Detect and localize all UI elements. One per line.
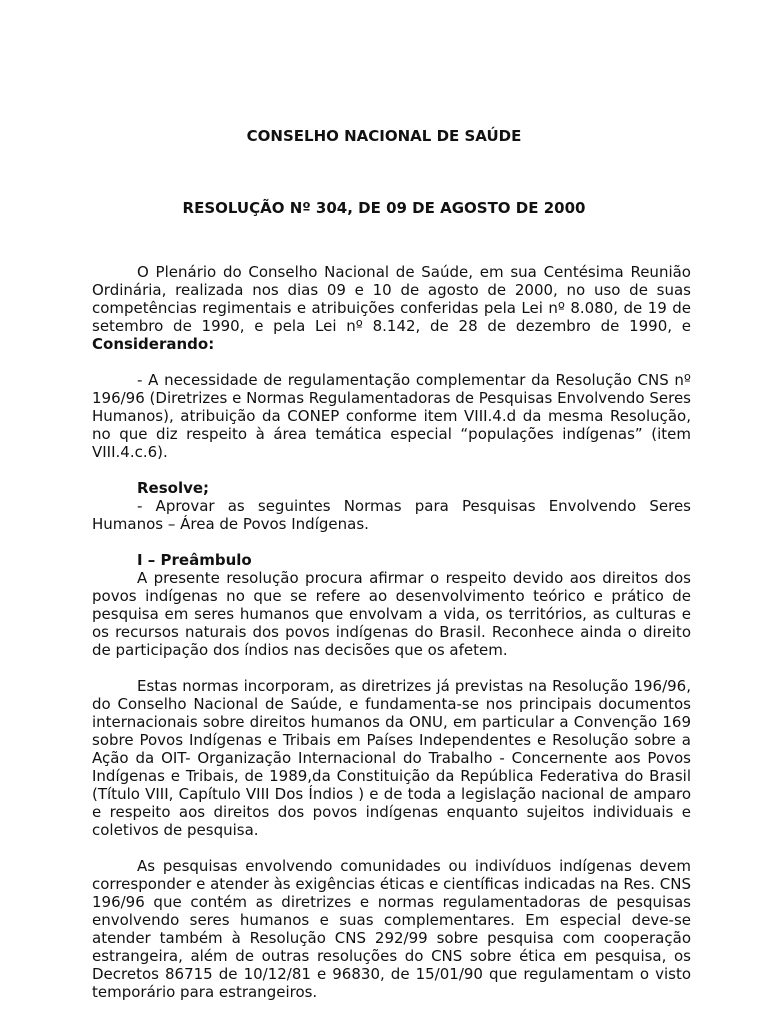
preambulo-paragraph-3-block [92, 857, 691, 1001]
preambulo-paragraph-3: As pesquisas envolvendo comunidades ou indivíduos indígenas devem corresponder e atender às exigências éticas e científicas indicadas na Res. CNS 196/96 que contém as diretrizes e normas regulamentadoras de pesquisas envolvendo seres humanos e suas complementares. Em especial deve-se atender também à Resolução CNS 292/99 sobre pesquisa com cooperação estrangeira, além de outras resoluções do CNS sobre ética em pesquisa, os Decretos 86715 de 10/12/81 e 96830, de 15/01/90 que regulamentam o visto temporário para estrangeiros. [92, 857, 691, 1001]
preambulo-section [92, 551, 691, 659]
resolution-title: RESOLUÇÃO Nº 304, DE 09 DE AGOSTO DE 2000 [182, 199, 586, 217]
preambulo-paragraph-2: Estas normas incorporam, as diretrizes já previstas na Resolução 196/96, do Conselho Nacional de Saúde, e fundamenta-se nos principais documentos internacionais sobre direitos humanos da ONU, em particular a Convenção 169 sobre Povos Indígenas e Tribais em Países Independentes e Resolução sobre a Ação da OIT- Organização Internacional do Trabalho - Concernente aos Povos Indígenas e Tribais, de 1989,da Constituição da República Federativa do Brasil (Título VIII, Capítulo VIII Dos Índios ) e de toda a legislação nacional de amparo e respeito aos direitos dos povos indígenas enquanto sujeitos individuais e coletivos de pesquisa. [92, 677, 691, 839]
resolve-section [92, 479, 691, 533]
resolve-text: - Aprovar as seguintes Normas para Pesquisas Envolvendo Seres Humanos – Área de Povos Indígenas. [92, 497, 691, 533]
preambulo-paragraph-2-block [92, 677, 691, 839]
considerando-item [92, 371, 691, 461]
org-title: CONSELHO NACIONAL DE SAÚDE [246, 127, 522, 145]
preambulo-heading: I – Preâmbulo [137, 551, 252, 569]
resolve-label: Resolve; [137, 479, 210, 497]
considerando-label: Considerando: [92, 335, 215, 353]
considerando-text: - A necessidade de regulamentação complementar da Resolução CNS nº 196/96 (Diretrizes e Normas Regulamentadoras de Pesquisas Envolvendo Seres Humanos), atribuição da CONEP conforme item VIII.4.d da mesma Resolução, no que diz respeito à área temática especial “populações indígenas” (item VIII.4.c.6). [92, 371, 691, 461]
preambulo-paragraph-1: A presente resolução procura afirmar o respeito devido aos direitos dos povos indígenas no que se refere ao desenvolvimento teórico e prático de pesquisa em seres humanos que envolvam a vida, os territórios, as culturas e os recursos naturais dos povos indígenas do Brasil. Reconhece ainda o direito de participação dos índios nas decisões que os afetem. [92, 569, 691, 659]
intro-paragraph [92, 263, 691, 353]
intro-text: O Plenário do Conselho Nacional de Saúde, em sua Centésima Reunião Ordinária, realizada nos dias 09 e 10 de agosto de 2000, no uso de suas competências regimentais e atribuições conferidas pela Lei nº 8.080, de 19 de setembro de 1990, e pela Lei nº 8.142, de 28 de dezembro de 1990, e [92, 263, 691, 335]
